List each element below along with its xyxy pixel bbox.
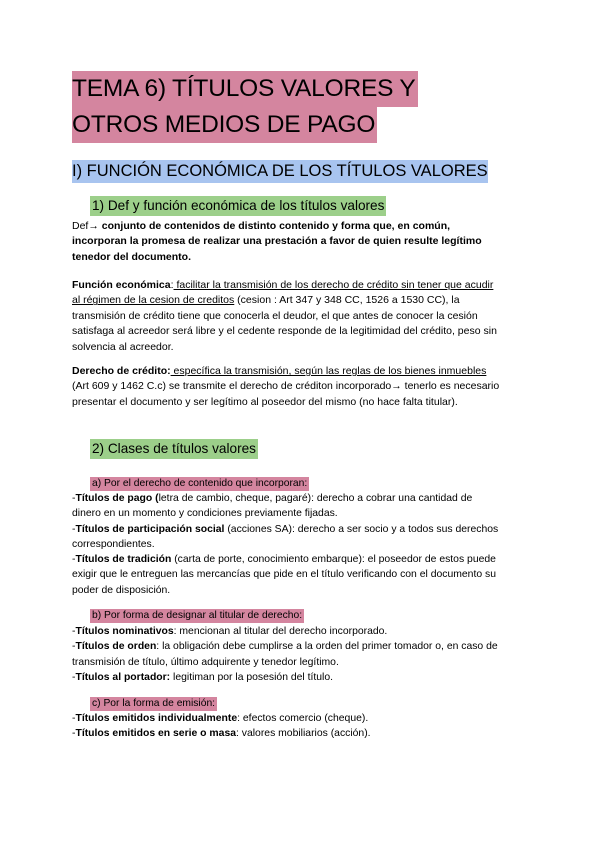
bullet-dash: - <box>72 554 76 566</box>
category-c-list <box>72 711 542 742</box>
page-title-line-1: TEMA 6) TÍTULOS VALORES Y <box>72 71 418 107</box>
description: (carta de porte, conocimiento embarque): el poseedor de estos puede <box>171 554 496 566</box>
description: letra de cambio, cheque, pagaré): derecho a cobrar una cantidad de <box>158 493 473 504</box>
list-item <box>72 670 542 685</box>
definition-line-3: tenedor del documento. <box>72 250 192 263</box>
category-a-label: a) Por el derecho de contenido que incorporan: <box>92 478 308 489</box>
funcion-line-1: facilitar la transmisión de los derecho de crédito sin tener que acudir <box>173 279 494 291</box>
funcion-line-3: transmisión de crédito tiene que conocerla el deudor, el que antes de conocer la cesión <box>72 309 478 322</box>
list-item <box>72 711 542 726</box>
term: Títulos al portador: <box>75 671 171 683</box>
bullet-dash: - <box>72 713 76 724</box>
bullet-dash: - <box>72 641 76 653</box>
list-item-continuation: transmisión de título, último adquirente y tenedor legítimo. <box>72 656 339 668</box>
funcion-line-2-underlined: al régimen de la cesion de creditos <box>72 294 235 307</box>
list-item-continuation: correspondientes. <box>72 538 155 550</box>
bullet-dash: - <box>72 523 76 535</box>
term: Títulos de tradición <box>75 554 172 566</box>
list-item <box>72 522 542 537</box>
description: legitiman por la posesión del título. <box>170 671 334 683</box>
bullet-dash: - <box>72 493 76 504</box>
funcion-line-2-rest: (cesion : Art 347 y 348 CC, 1526 a 1530 CC), la <box>234 294 460 307</box>
list-item <box>72 624 542 639</box>
description: : la obligación debe cumplirse a la orden del primer tomador o, en caso de <box>156 641 498 653</box>
list-item-continuation: exigir que le entreguen las mercancías que pide en el título verificando con el documento su <box>72 569 496 581</box>
funcion-line-4: satisfaga al acreedor será libre y el cedente responde de la legitimidad del crédito, peso sin <box>72 325 497 338</box>
derecho-line-1: específica la transmisión, según las reglas de los bienes inmuebles <box>170 365 487 377</box>
term: Títulos emitidos individualmente <box>75 713 238 724</box>
list-item <box>72 491 542 506</box>
term: Títulos de orden <box>75 641 157 653</box>
description: (acciones SA): derecho a ser socio y a todos sus derechos <box>224 523 499 535</box>
bullet-dash: - <box>72 671 76 683</box>
term: Títulos nominativos <box>75 626 174 637</box>
derecho-label: Derecho de crédito: <box>72 365 171 377</box>
derecho-line-3: presentar el documento y ser legítimo al poseedor del mismo (no hace falta titular). <box>72 395 458 408</box>
category-b-list <box>72 624 542 685</box>
list-item <box>72 726 542 741</box>
category-a-list <box>72 491 542 598</box>
bullet-dash: - <box>72 626 76 637</box>
definition-paragraph <box>72 219 542 265</box>
funcion-colon: : <box>170 279 174 291</box>
description: : mencionan al titular del derecho incorporado. <box>173 626 388 637</box>
list-item <box>72 639 542 654</box>
category-c-label: c) Por la forma de emisión: <box>92 698 216 709</box>
list-item <box>72 552 542 567</box>
page-title-line-2: OTROS MEDIOS DE PAGO <box>72 107 377 143</box>
definition-line-1: conjunto de contenidos de distinto contenido y forma que, en común, <box>101 220 451 232</box>
description: : valores mobiliarios (acción). <box>236 728 371 740</box>
term: Títulos de pago ( <box>75 493 159 504</box>
funcion-label: Función económica <box>72 279 171 291</box>
definition-lead: Def→ <box>72 220 102 232</box>
bullet-dash: - <box>72 728 76 740</box>
subsection-heading-1: 1) Def y función económica de los títulos valores <box>90 196 386 216</box>
funcion-line-5: solvencia al acreedor. <box>72 340 174 353</box>
list-item-continuation: poder de disposición. <box>72 584 171 596</box>
definition-line-2: incorporan la promesa de realizar una prestación a favor de quien resulte legítimo <box>72 235 482 248</box>
subsection-heading-2: 2) Clases de títulos valores <box>90 439 258 459</box>
term: Títulos de participación social <box>75 523 225 535</box>
category-b-label: b) Por forma de designar al titular de derecho: <box>92 610 303 621</box>
list-item-continuation: dinero en un momento y condiciones previamente fijadas. <box>72 508 338 520</box>
description: : efectos comercio (cheque). <box>237 713 369 724</box>
funcion-economica-paragraph <box>72 278 542 355</box>
derecho-line-2: (Art 609 y 1462 C.c) se transmite el derecho de créditon incorporado→ tenerlo es necesario <box>72 380 500 393</box>
term: Títulos emitidos en serie o masa <box>75 728 236 740</box>
derecho-credito-paragraph <box>72 364 542 410</box>
section-heading: I) FUNCIÓN ECONÓMICA DE LOS TÍTULOS VALORES <box>72 160 488 183</box>
